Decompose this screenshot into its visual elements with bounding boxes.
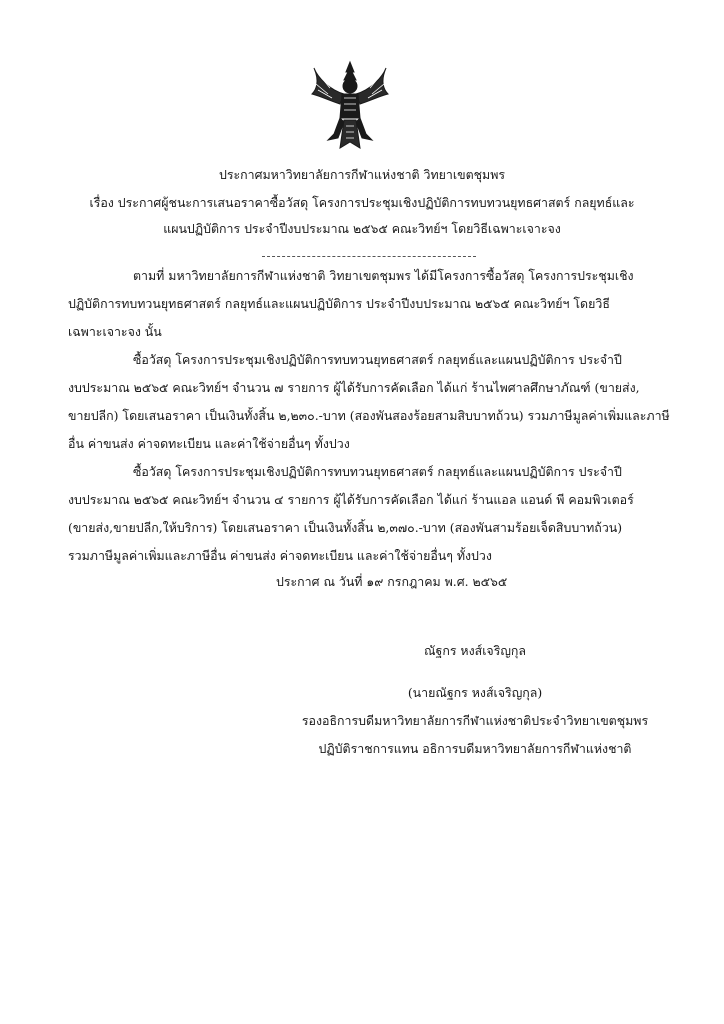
paragraph-2-line-2: งบประมาณ ๒๕๖๕ คณะวิทย์ฯ จำนวน ๗ รายการ ผู้ได้รับการคัดเลือก ได้แก่ ร้านไพศาลศึกษาภัณฑ์ (ขายส่ง, (68, 380, 640, 395)
paragraph-2-line-4: อื่น ค่าขนส่ง ค่าจดทะเบียน และค่าใช้จ่ายอื่นๆ ทั้งปวง (68, 436, 350, 451)
signature: ณัฐกร หงส์เจริญกุล (423, 643, 526, 658)
subject-line-2: แผนปฏิบัติการ ประจำปีงบประมาณ ๒๕๖๕ คณะวิทย์ฯ โดยวิธีเฉพาะเจาะจง (163, 221, 561, 236)
announcement-title: ประกาศมหาวิทยาลัยการกีฬาแห่งชาติ วิทยาเขตชุมพร (218, 167, 506, 182)
separator-line (262, 256, 476, 257)
signer-acting-position: ปฏิบัติราชการแทน อธิการบดีมหาวิทยาลัยการกีฬาแห่งชาติ (318, 741, 632, 756)
paragraph-1-line-3: เฉพาะเจาะจง นั้น (68, 324, 162, 339)
paragraph-3-line-2: งบประมาณ ๒๕๖๕ คณะวิทย์ฯ จำนวน ๔ รายการ ผู้ได้รับการคัดเลือก ได้แก่ ร้านแอล แอนด์ พี คอมพิวเตอร์ (68, 492, 634, 507)
paragraph-3-line-4: รวมภาษีมูลค่าเพิ่มและภาษีอื่น ค่าขนส่ง ค่าจดทะเบียน และค่าใช้จ่ายอื่นๆ ทั้งปวง (68, 548, 492, 563)
paragraph-1-line-1: ตามที่ มหาวิทยาลัยการกีฬาแห่งชาติ วิทยาเขตชุมพร ได้มีโครงการซื้อวัสดุ โครงการประชุมเชิง (133, 268, 634, 283)
subject-line-1: เรื่อง ประกาศผู้ชนะการเสนอราคาซื้อวัสดุ โครงการประชุมเชิงปฏิบัติการทบทวนยุทธศาสตร์ กลยุทธ์และ (89, 195, 635, 210)
signer-full-name: (นายณัฐกร หงส์เจริญกุล) (407, 685, 543, 700)
paragraph-1-line-2: ปฏิบัติการทบทวนยุทธศาสตร์ กลยุทธ์และแผนปฏิบัติการ ประจำปีงบประมาณ ๒๕๖๕ คณะวิทย์ฯ โดยวิธี (68, 296, 610, 311)
paragraph-3-line-3: (ขายส่ง,ขายปลีก,ให้บริการ) โดยเสนอราคา เป็นเงินทั้งสิ้น ๒,๓๗๐.-บาท (สองพันสามร้อยเจ็ดสิบบาทถ้วน) (68, 520, 623, 535)
paragraph-3-line-1: ซื้อวัสดุ โครงการประชุมเชิงปฏิบัติการทบทวนยุทธศาสตร์ กลยุทธ์และแผนปฏิบัติการ ประจำปี (133, 464, 622, 479)
announcement-date: ประกาศ ณ วันที่ ๑๙ กรกฎาคม พ.ศ. ๒๕๖๕ (276, 574, 508, 589)
signer-position: รองอธิการบดีมหาวิทยาลัยการกีฬาแห่งชาติประจำวิทยาเขตชุมพร (301, 713, 649, 728)
paragraph-2-line-1: ซื้อวัสดุ โครงการประชุมเชิงปฏิบัติการทบทวนยุทธศาสตร์ กลยุทธ์และแผนปฏิบัติการ ประจำปี (133, 352, 622, 367)
paragraph-2-line-3: ขายปลีก) โดยเสนอราคา เป็นเงินทั้งสิ้น ๒,๒๓๐.-บาท (สองพันสองร้อยสามสิบบาทถ้วน) รวมภาษีมูลค่าเพิ่มและภาษี (68, 408, 670, 423)
garuda-emblem-icon (310, 60, 390, 152)
